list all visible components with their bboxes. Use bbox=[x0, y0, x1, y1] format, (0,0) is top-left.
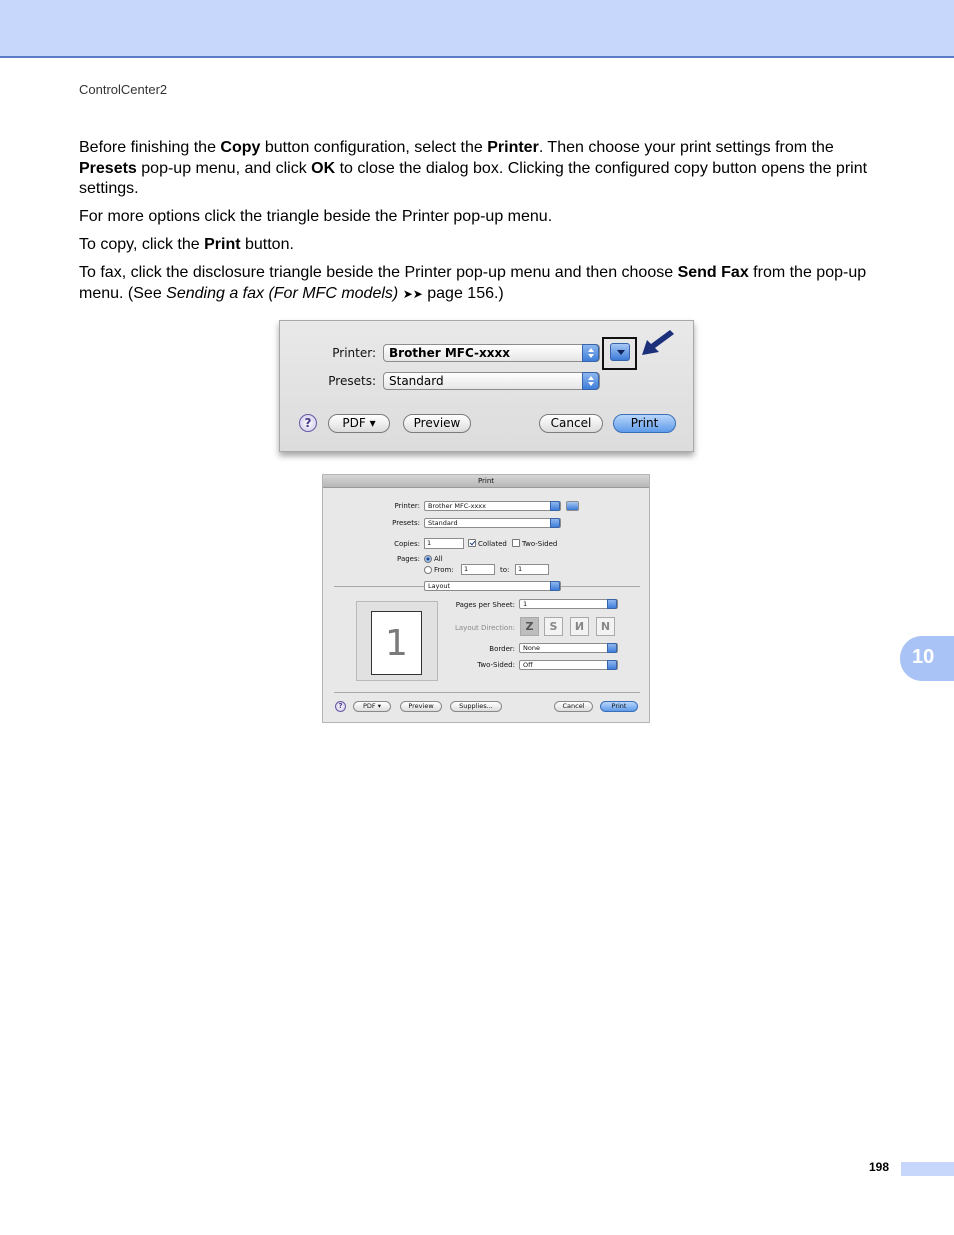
two-sided-checkbox[interactable] bbox=[512, 539, 520, 547]
pdf-button[interactable]: PDF ▾ bbox=[328, 414, 390, 433]
cross-reference-link[interactable]: Sending a fax (For MFC models) bbox=[166, 284, 399, 302]
border-label: Border: bbox=[489, 645, 515, 653]
presets-popup[interactable]: Standard bbox=[383, 372, 600, 390]
dialog-title: Print bbox=[323, 475, 649, 488]
popup-arrows-icon bbox=[582, 344, 599, 362]
popup-arrows-icon bbox=[607, 643, 617, 653]
printer-popup[interactable]: Brother MFC-xxxx bbox=[383, 344, 600, 362]
pages-per-sheet-popup[interactable]: 1 bbox=[519, 599, 618, 609]
layout-direction-reverse-n[interactable]: И bbox=[570, 617, 589, 636]
popup-arrows-icon bbox=[550, 581, 560, 591]
layout-direction-z[interactable]: Z bbox=[520, 617, 539, 636]
pages-all-label: All bbox=[434, 555, 443, 563]
popup-arrows-icon bbox=[550, 501, 560, 511]
paragraph-to-copy: To copy, click the Print button. bbox=[79, 236, 294, 253]
paragraph-copy-config: Before finishing the Copy button configuration, select the Printer. Then choose your print settings from the Presets pop-up menu, and click OK to close the dialog box. Clicking the configured copy button opens the print settings. bbox=[79, 139, 868, 197]
supplies-button[interactable]: Supplies... bbox=[450, 701, 502, 712]
print-button[interactable]: Print bbox=[613, 414, 676, 433]
layout-direction-s[interactable]: S bbox=[544, 617, 563, 636]
header-band bbox=[0, 0, 954, 58]
page-number: 198 bbox=[869, 1160, 890, 1174]
paragraph-to-fax: To fax, click the disclosure triangle beside the Printer pop-up menu and then choose Send Fax from the pop-up menu. (See Sending a fax (For MFC models) ➤➤ page 156.) bbox=[79, 264, 867, 302]
from-field[interactable]: 1 bbox=[461, 564, 495, 575]
page-preview bbox=[356, 601, 438, 681]
double-arrow-icon: ➤➤ bbox=[402, 286, 423, 301]
to-label: to: bbox=[500, 566, 510, 574]
help-button[interactable]: ? bbox=[299, 414, 317, 432]
layout-direction-n[interactable]: N bbox=[596, 617, 615, 636]
disclosure-triangle-button[interactable] bbox=[610, 343, 630, 361]
pages-label: Pages: bbox=[397, 555, 420, 563]
presets-label: Presets: bbox=[392, 519, 420, 527]
printer-popup[interactable]: Brother MFC-xxxx bbox=[424, 501, 561, 511]
popup-arrows-icon bbox=[607, 599, 617, 609]
section-popup[interactable]: Layout bbox=[424, 581, 561, 591]
pointer-arrow-icon bbox=[640, 328, 676, 358]
printer-label: Printer: bbox=[394, 502, 420, 510]
popup-arrows-icon bbox=[607, 660, 617, 670]
to-field[interactable]: 1 bbox=[515, 564, 549, 575]
border-popup[interactable]: None bbox=[519, 643, 618, 653]
print-dialog-collapsed bbox=[279, 320, 694, 452]
pages-from-radio[interactable] bbox=[424, 566, 432, 574]
copies-label: Copies: bbox=[394, 540, 420, 548]
two-sided-popup[interactable]: Off bbox=[519, 660, 618, 670]
chapter-tab: 10 bbox=[900, 636, 954, 681]
cancel-button[interactable]: Cancel bbox=[554, 701, 593, 712]
cancel-button[interactable]: Cancel bbox=[539, 414, 603, 433]
preview-button[interactable]: Preview bbox=[400, 701, 442, 712]
popup-arrows-icon bbox=[582, 372, 599, 390]
footer-bar bbox=[901, 1162, 954, 1176]
two-sided-setting-label: Two-Sided: bbox=[477, 661, 515, 669]
pages-all-radio[interactable] bbox=[424, 555, 432, 563]
layout-direction-label: Layout Direction: bbox=[454, 624, 515, 632]
help-button[interactable]: ? bbox=[335, 701, 346, 712]
running-title: ControlCenter2 bbox=[79, 82, 168, 97]
presets-label: Presets: bbox=[328, 374, 376, 388]
collated-label: Collated bbox=[478, 540, 507, 548]
presets-popup[interactable]: Standard bbox=[424, 518, 561, 528]
printer-label: Printer: bbox=[332, 346, 376, 360]
preview-button[interactable]: Preview bbox=[403, 414, 471, 433]
pages-per-sheet-label: Pages per Sheet: bbox=[455, 601, 515, 609]
pdf-button[interactable]: PDF ▾ bbox=[353, 701, 391, 712]
from-label: From: bbox=[434, 566, 454, 574]
disclosure-triangle-button[interactable] bbox=[566, 501, 579, 511]
popup-arrows-icon bbox=[550, 518, 560, 528]
collated-checkbox[interactable] bbox=[468, 539, 476, 547]
separator bbox=[334, 692, 640, 693]
print-dialog-expanded bbox=[322, 474, 650, 723]
copies-field[interactable]: 1 bbox=[424, 538, 464, 549]
preview-sheet: 1 bbox=[371, 611, 422, 675]
two-sided-label: Two-Sided bbox=[522, 540, 558, 548]
print-button[interactable]: Print bbox=[600, 701, 638, 712]
paragraph-more-options: For more options click the triangle beside the Printer pop-up menu. bbox=[79, 208, 553, 225]
